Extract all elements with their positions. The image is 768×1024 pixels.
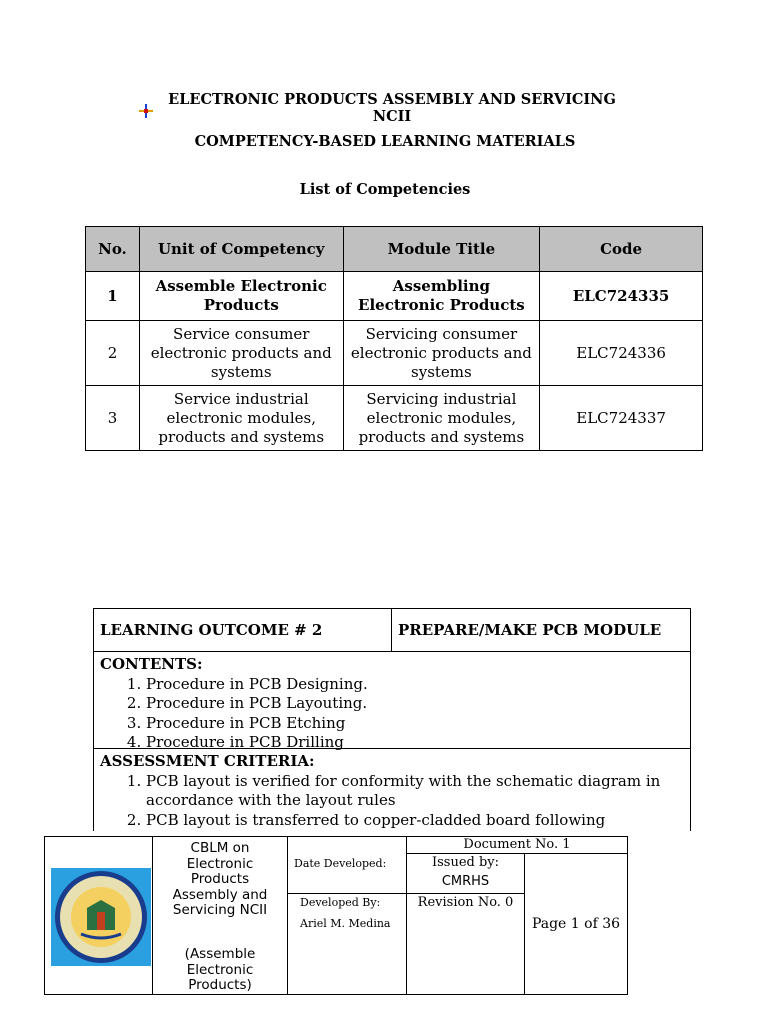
date-developed-label: Date Developed: xyxy=(294,857,387,870)
colored-bullet-icon xyxy=(139,104,153,118)
criteria-list xyxy=(100,772,684,832)
page-number: Page 1 of 36 xyxy=(531,916,621,932)
list-item: 3. Procedure in PCB Etching xyxy=(146,714,684,734)
module-title: Assembling Electronic Products xyxy=(343,272,540,321)
school-logo-cell xyxy=(45,837,153,994)
column-header: Unit of Competency xyxy=(139,227,343,272)
school-seal-logo xyxy=(51,868,151,966)
table-row xyxy=(86,272,703,321)
document-subtitle: COMPETENCY-BASED LEARNING MATERIALS xyxy=(194,133,576,150)
revision-cell xyxy=(407,894,525,994)
code: ELC724337 xyxy=(540,386,703,451)
table-row xyxy=(86,321,703,386)
issued-by-label: Issued by: xyxy=(431,855,500,870)
module-title: Servicing industrial electronic modules, products and systems xyxy=(343,386,540,451)
list-item: 2. PCB layout is transferred to copper-cladded board following xyxy=(146,811,684,832)
code: ELC724336 xyxy=(540,321,703,386)
module-title: Servicing consumer electronic products and systems xyxy=(343,321,540,386)
cblm-title: CBLM on Electronic Products Assembly and Servicing NCII xyxy=(172,840,268,918)
unit-of-competency: Assemble Electronic Products xyxy=(139,272,343,321)
list-heading: List of Competencies xyxy=(299,181,471,198)
row-number: 2 xyxy=(86,321,140,386)
criteria-heading: ASSESSMENT CRITERIA: xyxy=(100,752,315,770)
column-header: No. xyxy=(86,227,140,272)
contents-section xyxy=(94,652,690,749)
table-row xyxy=(86,386,703,451)
learning-outcome-header xyxy=(94,609,690,652)
learning-outcome-box xyxy=(93,608,691,831)
date-developed-cell xyxy=(288,837,407,894)
list-item: 1. PCB layout is verified for conformity with the schematic diagram in accordance with the layout rules xyxy=(146,772,684,811)
assessment-criteria-section xyxy=(94,749,690,831)
unit-of-competency: Service consumer electronic products and systems xyxy=(139,321,343,386)
issued-by-cell xyxy=(407,854,525,894)
competencies-table xyxy=(85,226,703,451)
row-number: 3 xyxy=(86,386,140,451)
developed-by-cell xyxy=(288,894,407,994)
document-number: Document No. 1 xyxy=(407,837,627,854)
contents-heading: CONTENTS: xyxy=(100,655,203,673)
document-title: ELECTRONIC PRODUCTS ASSEMBLY AND SERVICING NCII xyxy=(168,91,616,125)
contents-list xyxy=(100,675,684,753)
cblm-subtitle: (Assemble Electronic Products) xyxy=(184,946,256,993)
developer-name: Ariel M. Medina xyxy=(300,917,391,930)
list-item: 2. Procedure in PCB Layouting. xyxy=(146,694,684,714)
column-header: Module Title xyxy=(343,227,540,272)
revision-number: Revision No. 0 xyxy=(417,895,514,910)
developed-by-label: Developed By: xyxy=(300,896,381,909)
issuer: CMRHS xyxy=(441,874,490,889)
code: ELC724335 xyxy=(540,272,703,321)
cblm-title-cell xyxy=(153,837,288,994)
row-number: 1 xyxy=(86,272,140,321)
list-item: 4. Procedure in PCB Drilling xyxy=(146,733,684,753)
table-header-row xyxy=(86,227,703,272)
document-footer xyxy=(44,836,628,995)
learning-outcome-title: PREPARE/MAKE PCB MODULE xyxy=(398,621,662,639)
unit-of-competency: Service industrial electronic modules, products and systems xyxy=(139,386,343,451)
list-item: 1. Procedure in PCB Designing. xyxy=(146,675,684,695)
learning-outcome-label: LEARNING OUTCOME # 2 xyxy=(94,609,392,651)
column-header: Code xyxy=(540,227,703,272)
